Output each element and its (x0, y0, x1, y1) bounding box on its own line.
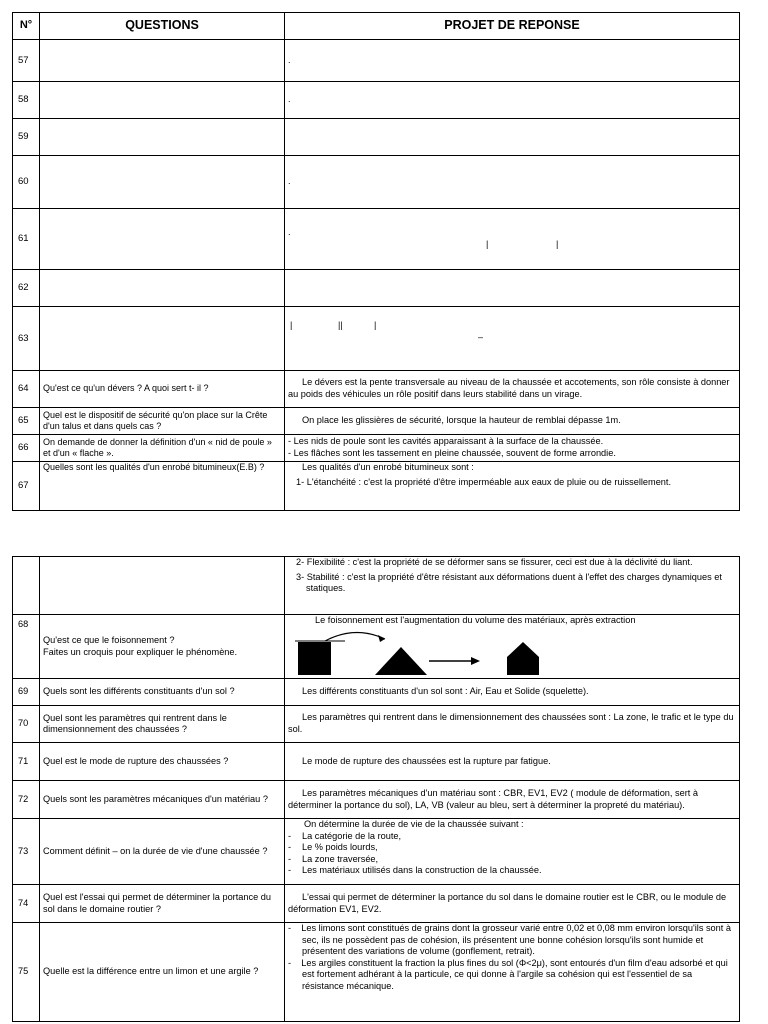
answer-cell (285, 557, 740, 615)
question-cell (40, 119, 285, 156)
row-number: 71 (13, 743, 40, 781)
row-number: 58 (13, 82, 40, 119)
answer-cell: On place les glissières de sécurité, lorsque la hauteur de remblai dépasse 1m. (285, 408, 740, 435)
question-cell: Quels sont les différents constituants d'un sol ? (40, 679, 285, 706)
table-row (13, 307, 740, 371)
row-number: 59 (13, 119, 40, 156)
answer-marks (288, 239, 736, 251)
answer-cell: . (285, 82, 740, 119)
question-cell (40, 307, 285, 371)
table-row (13, 209, 740, 270)
table-row (13, 885, 740, 923)
answer-cell (285, 119, 740, 156)
bar-mark: | (556, 238, 559, 249)
answer-marks (288, 320, 736, 332)
table-row (13, 270, 740, 307)
answer-bullet: - Le % poids lourds, (288, 842, 378, 853)
row-number: 60 (13, 156, 40, 209)
answer-marks (288, 332, 736, 344)
question-cell: Qu'est ce qu'un dévers ? A quoi sert t- il ? (40, 371, 285, 408)
answer-cell (285, 923, 740, 1022)
answer-bullet: - La catégorie de la route, (288, 830, 402, 841)
row-number (13, 557, 40, 615)
swollen-block (507, 642, 539, 675)
extraction-arrow (325, 632, 385, 641)
table-row (13, 408, 740, 435)
answer-item: 3- Stabilité : c'est la propriété d'être résistant aux déformations duent à l'effet des charges dynamiques et statiques. (296, 571, 722, 594)
row-number: 66 (13, 435, 40, 462)
answer-item: 1- L'étanchéité : c'est la propriété d'être imperméable aux eaux de pluie ou de ruissellement. (296, 476, 672, 487)
answer-cell: L'essai qui permet de déterminer la portance du sol dans le domaine routier est le CBR, ou le module de déformation EV1, EV2. (285, 885, 740, 923)
double-bar-mark: || (338, 320, 343, 330)
answer-cell (285, 209, 740, 270)
bar-mark: | (486, 238, 489, 249)
question-cell: Quel sont les paramètres qui rentrent dans le dimensionnement des chaussées ? (40, 706, 285, 743)
table-row (13, 819, 740, 885)
row-number: 74 (13, 885, 40, 923)
question-cell: On demande de donner la définition d'un « nid de poule » et d'un « flache ». (40, 435, 285, 462)
answer-cell: Les paramètres qui rentrent dans le dimensionnement des chaussées sont : La zone, le trafic et le type du sol. (285, 706, 740, 743)
answer-bullet: - Les matériaux utilisés dans la construction de la chaussée. (288, 865, 542, 876)
table-row (13, 435, 740, 462)
question-cell: Quelle est la différence entre un limon et une argile ? (40, 923, 285, 1022)
table-header-row (13, 13, 740, 40)
row-number: 73 (13, 819, 40, 885)
answer-cell (285, 819, 740, 885)
answer-cell (285, 307, 740, 371)
table-row (13, 615, 740, 679)
table-row (13, 371, 740, 408)
answer-cell (285, 462, 740, 511)
answer-cell: . (285, 156, 740, 209)
answer-bullet: - La zone traversée, (288, 853, 379, 864)
row-number: 57 (13, 40, 40, 82)
question-line: Faites un croquis pour expliquer le phénomène. (43, 646, 238, 657)
answer-item: 2- Flexibilité : c'est la propriété de se déformer sans se fissurer, ceci est due à la déclivité du liant. (296, 557, 693, 567)
qa-table-page2 (12, 556, 740, 1022)
row-number: 62 (13, 270, 40, 307)
question-cell: Quelles sont les qualités d'un enrobé bitumineux(E.B) ? (40, 462, 285, 511)
question-cell: Quel est le dispositif de sécurité qu'on place sur la Crête d'un talus et dans quels cas ? (40, 408, 285, 435)
answer-line: - Les nids de poule sont les cavités apparaissant à la surface de la chaussée. (288, 436, 604, 447)
dash-mark: – (478, 332, 484, 342)
question-cell (40, 270, 285, 307)
question-cell (40, 82, 285, 119)
header-answers: PROJET DE REPONSE (285, 13, 740, 40)
answer-line: - Les flâches sont les tassement en pleine chaussée, souvent de forme arrondie. (288, 448, 616, 458)
table-row (13, 679, 740, 706)
row-number: 69 (13, 679, 40, 706)
header-questions: QUESTIONS (40, 13, 285, 40)
heap-triangle (375, 647, 427, 675)
answer-intro: Les qualités d'un enrobé bitumineux sont : (302, 462, 474, 472)
answer-cell: . (285, 40, 740, 82)
table-row (13, 923, 740, 1022)
table-row (13, 119, 740, 156)
table-row (13, 706, 740, 743)
answer-bullet: - Les limons sont constitués de grains dont la grosseur varié entre 0,02 et 0,08 mm environ lorsqu'ils sont à sec, ils ne possèdent pas de cohésion, ils présentent une bonne cohésion lorsqu'ils sont humide et présentent des variations de volume (gonflement, retrait). (288, 923, 731, 957)
arrow-head (471, 657, 480, 665)
row-number: 70 (13, 706, 40, 743)
question-cell (40, 40, 285, 82)
table-row (13, 781, 740, 819)
table-row (13, 557, 740, 615)
header-num: N° (13, 13, 40, 40)
table-row (13, 40, 740, 82)
extraction-arrow-head (378, 635, 385, 642)
row-number: 72 (13, 781, 40, 819)
bar-mark: | (374, 320, 377, 330)
question-cell: Quel est l'essai qui permet de déterminer la portance du sol dans le domaine routier ? (40, 885, 285, 923)
table-row (13, 156, 740, 209)
answer-cell: Le dévers est la pente transversale au niveau de la chaussée et accotements, son rôle consiste à donner au poids des véhicules un rôle positif dans leurs stabilité dans un virage. (285, 371, 740, 408)
answer-cell: Les paramètres mécaniques d'un matériau sont : CBR, EV1, EV2 ( module de déformation, sert à déterminer la portance du sol), LA, VB (valeur au bleu, sert à déterminer la propreté du matériau). (285, 781, 740, 819)
question-cell: Quels sont les paramètres mécaniques d'un matériau ? (40, 781, 285, 819)
question-cell (40, 615, 285, 679)
answer-cell: Les différents constituants d'un sol sont : Air, Eau et Solide (squelette). (285, 679, 740, 706)
row-number: 67 (13, 462, 40, 511)
question-cell (40, 209, 285, 270)
question-cell (40, 557, 285, 615)
row-number: 68 (13, 615, 40, 679)
answer-cell: Le mode de rupture des chaussées est la rupture par fatigue. (285, 743, 740, 781)
question-cell: Comment définit – on la durée de vie d'une chaussée ? (40, 819, 285, 885)
table-row (13, 743, 740, 781)
answer-bullet: - Les argiles constituent la fraction la plus fines du sol (Φ<2μ), sont entourés d'un film d'eau adsorbé et qui est fortement adhérant à la particule, ce qui donne à l'argile sa cohésion qui est l'essentiel de sa résistance mécanique. (288, 957, 728, 991)
answer-cell (285, 435, 740, 462)
row-number: 75 (13, 923, 40, 1022)
bar-mark: | (290, 320, 293, 330)
answer-cell (285, 615, 740, 679)
row-number: 64 (13, 371, 40, 408)
answer-dot: . (288, 227, 291, 238)
table-row (13, 462, 740, 511)
row-number: 63 (13, 307, 40, 371)
question-cell: Quel est le mode de rupture des chaussées ? (40, 743, 285, 781)
question-line: Qu'est ce que le foisonnement ? (43, 635, 175, 645)
answer-intro: On détermine la durée de vie de la chaussée suivant : (304, 819, 524, 829)
table-row (13, 82, 740, 119)
in-situ-block (298, 642, 331, 675)
question-cell (40, 156, 285, 209)
swelling-sketch (285, 627, 715, 677)
answer-text: Le foisonnement est l'augmentation du volume des matériaux, après extraction (315, 615, 636, 625)
row-number: 65 (13, 408, 40, 435)
row-number: 61 (13, 209, 40, 270)
qa-table-page1 (12, 12, 740, 511)
answer-cell (285, 270, 740, 307)
